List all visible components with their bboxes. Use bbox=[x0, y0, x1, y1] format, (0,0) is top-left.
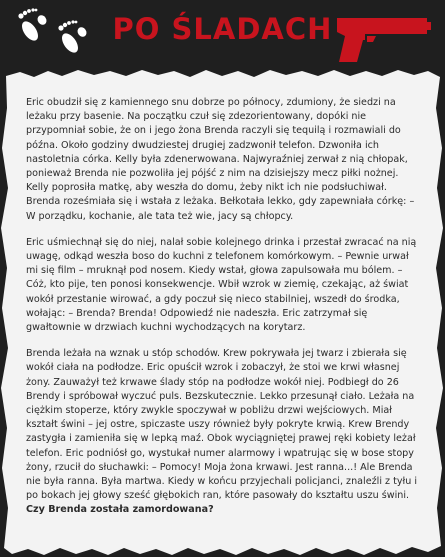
story-paragraph-1: Eric obudził się z kamiennego snu dobrze po północy, zdumiony, że siedzi na leżaku przy basenie. Na początku czuł się zdezorientowany, dopóki nie przypomniał sobie, że on i jego żona Brenda raczyli się tequilą i rozmawiali do późna. Około godziny dwudziestej drugiej zadzwonił telefon. Dzwoniła ich nastoletnia córka. Kelly była zdenerwowana. Najwyraźniej zerwał z nią chłopak, ponieważ Brenda nie pozwoliła jej pójść z nim na dzisiejszy mecz piłki nożnej. Kelly poprosiła matkę, aby weszła do domu, żeby nikt ich nie podsłuchiwał. Brenda roześmiała się i wstała z leżaka. Bełkotała lekko, gdy zapewniała córkę: – W porządku, kochanie, ale tata też wie, jacy są chłopcy. bbox=[26, 97, 415, 222]
story-question: Czy Brenda została zamordowana? bbox=[26, 504, 214, 516]
story-card bbox=[0, 68, 445, 557]
story-paragraph-3 bbox=[26, 347, 418, 517]
header bbox=[0, 0, 445, 70]
story-paragraph-2: Eric uśmiechnął się do niej, nalał sobie kolejnego drinka i przestał zwracać na nią uwagę, odkąd weszła boso do kuchni z telefonem komórkowym. – Pewnie urwał mi się film – mruknął pod nosem. Kiedy wstał, głowa zapulsowała mu bólem. – Cóż, kto pije, ten ponosi konsekwencje. Wbił wzrok w ziemię, czekając, aż świat wokół przestanie wirować, a gdy poczuł się nieco stabilniej, wszedł do środka, wołając: – Brenda? Brenda! Odpowiedź nie nadeszła. Eric zatrzymał się gwałtownie w drzwiach kuchni wychodzących na korytarz. bbox=[26, 236, 417, 334]
pistol-icon bbox=[331, 10, 433, 66]
story-text bbox=[26, 96, 418, 518]
story-paragraph-3-text: Brenda leżała na wznak u stóp schodów. Krew pokrywała jej twarz i zbierała się wokół ciała na podłodze. Eric opuścił wzrok i zobaczył, że stoi we krwi własnej żony. Zauważył też krwawe ślady stóp na podłodze wokół niej. Podbiegł do 26 Brendy i spróbował wyczuć puls. Bezskutecznie. Lekko przesunął ciało. Leżała na ciężkim stoperze, który zwykle spoczywał w pobliżu drzwi wejściowych. Miał kształt świni – jej ostre, spiczaste uszy również były pokryte krwią. Krew Brendy zastygła i zamieniła się w lepką maź. Obok wyciągniętej prawej ręki kobiety leżał telefon. Eric podniósł go, wystukał numer alarmowy i wpatrując się w bose stopy żony, rzucił do słuchawki: – Pomocy! Moja żona krwawi. Jest ranna...! Ale Brenda nie była ranna. Była martwa. Kiedy w końcu przyjechali policjanci, znaleźli z tyłu i po bokach jej głowy sześć głębokich ran, które pasowały do kształtu uszu świni. bbox=[26, 348, 418, 502]
page-title: PO ŚLADACH bbox=[112, 12, 333, 46]
